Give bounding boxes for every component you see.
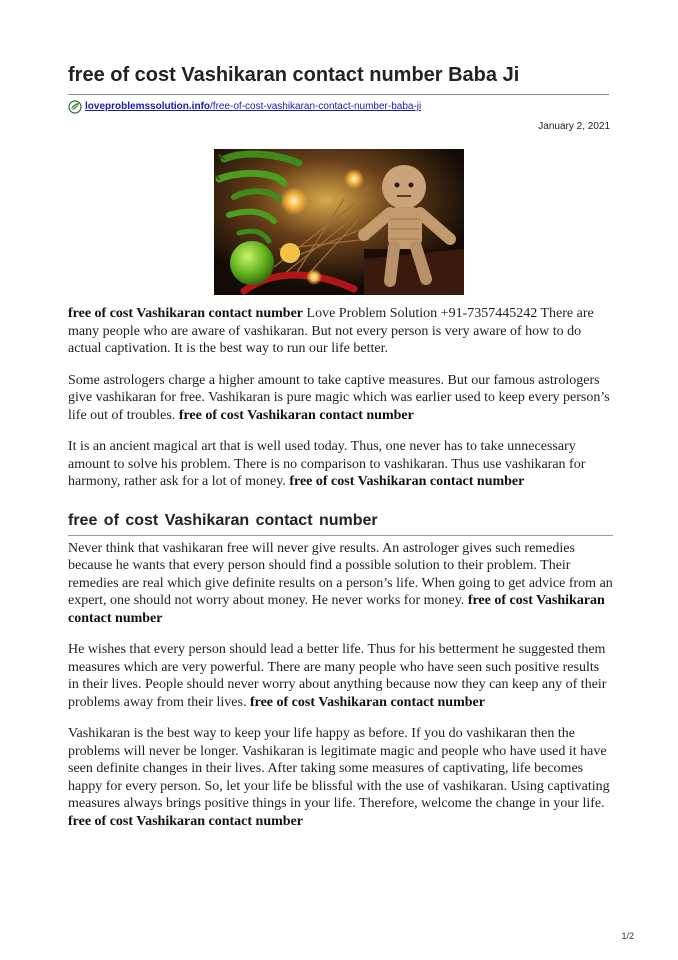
paragraph-never-think [68,540,613,628]
paragraph-tail-bold: free of cost Vashikaran contact number [68,593,605,626]
source-domain: loveproblemssolution.info [85,101,211,112]
paragraph-text: Love Problem Solution +91-7357445242 There are many people who are aware of vashikaran. But not every person is very aware of how to do actual captivation. It is the best way to run our life better. [68,306,594,356]
publish-date: January 2, 2021 [538,121,610,132]
page-title: free of cost Vashikaran contact number Baba Ji [68,64,520,86]
hero-image [214,149,464,295]
paragraph-astrologers [68,372,613,425]
paragraph-tail-bold: free of cost Vashikaran contact number [178,407,414,423]
paragraph-better-life [68,641,613,711]
paragraph-text: It is an ancient magical art that is well used today. Thus, one never has to take unnecessary amount to solve his problem. There is no comparison to vashikaran. Thus use vashikaran for harmony, rather ask for a lot of money. [68,439,586,489]
paragraph-text: Vashikaran is the best way to keep your life happy as before. If you do vashikaran then the problems will never be longer. Vashikaran is legitimate magic and people who have used it have seen definite changes in their lives. After taking some measures of captivating, life becomes happy for every person. So, let your life be blissful with the use of vashikaran. Using captivating measures always brings positive things in your life. Therefore, welcome the change in your life. [68,726,610,811]
paragraph-lead-bold: free of cost Vashikaran contact number [68,306,304,321]
source-link-row [68,99,421,115]
paragraph-tail-bold: free of cost Vashikaran contact number [289,474,525,489]
paragraph-text: Never think that vashikaran free will never give results. An astrologer gives such remedies because he wants that every person should find a possible solution to their problem. Their remedies are real which give definite results on a person’s life. When going to get advice from an expert, one should not worry about money. He never works for money. [68,540,613,608]
globe-leaf-icon [68,100,82,114]
article-body [68,305,613,844]
paragraph-best-way [68,725,613,830]
paragraph-ancient-art [68,438,613,491]
section-heading: free of cost Vashikaran contact number [68,511,613,536]
paragraph-text: He wishes that every person should lead a better life. Thus for his betterment he suggested them measures which are very powerful. There are many people who have seen such positive results in their lives. People should never worry about anything because now they can keep any of their problems away from their lives. [68,642,607,710]
paragraph-tail-bold: free of cost Vashikaran contact number [249,694,485,710]
paragraph-intro [68,305,613,358]
source-path: /free-of-cost-vashikaran-contact-number-baba-ji [210,101,422,112]
paragraph-tail-bold: free of cost Vashikaran contact number [68,813,304,829]
paragraph-text: Some astrologers charge a higher amount to take captive measures. But our famous astrologers give vashikaran for free. Vashikaran is pure magic which was earlier used to keep every person’s life out of troubles. [68,372,610,423]
source-url-link[interactable] [85,99,421,115]
page-number: 1/2 [621,931,634,941]
title-divider [68,94,609,95]
